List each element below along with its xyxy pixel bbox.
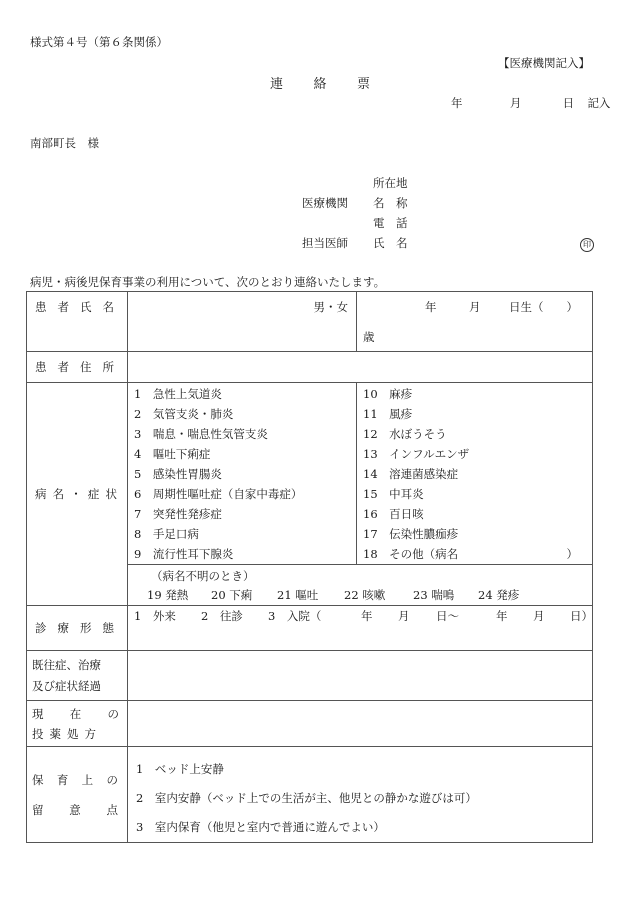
- diagnosis-option[interactable]: 3 喘息・喘息性気管支炎: [134, 427, 268, 441]
- label-char: 者: [57, 360, 69, 374]
- diagnosis-option-other[interactable]: [363, 544, 592, 564]
- history-field[interactable]: [128, 651, 593, 701]
- label-char: 形: [80, 621, 92, 635]
- label-char: 症: [87, 487, 100, 501]
- diagnosis-list-left: [128, 383, 357, 565]
- age-unit: 歳: [363, 330, 375, 344]
- label-char: の: [106, 772, 118, 787]
- admit-start-year: 年: [361, 609, 373, 623]
- admit-end-year: 年: [496, 609, 508, 623]
- label-char: 氏: [80, 300, 92, 314]
- treatment-field: [128, 606, 593, 651]
- diagnosis-list-right: [357, 383, 593, 565]
- label-char: の: [107, 706, 119, 721]
- label-char: 者: [57, 300, 69, 314]
- label-char: 状: [105, 487, 117, 501]
- patient-name-label: [27, 292, 128, 352]
- diagnosis-option[interactable]: 13 インフルエンザ: [363, 447, 470, 461]
- label-char: 患: [35, 360, 47, 374]
- care-notes-row: [27, 747, 593, 843]
- diagnosis-option[interactable]: 4 嘔吐下痢症: [134, 447, 211, 461]
- date-month: 月: [509, 96, 522, 110]
- diagnosis-option[interactable]: 7 突発性発疹症: [134, 507, 222, 521]
- label-char: 名: [52, 487, 65, 501]
- birthdate-field[interactable]: [357, 292, 593, 352]
- symptom-option[interactable]: 22 咳嗽: [344, 588, 386, 602]
- admit-start-month: 月: [398, 609, 410, 623]
- patient-address-label: [27, 352, 128, 383]
- treatment-outpatient[interactable]: 1 外来: [134, 609, 176, 623]
- label-char: 病: [35, 487, 47, 501]
- symptom-options: [128, 586, 592, 605]
- label-char: 育: [56, 772, 69, 787]
- care-option[interactable]: 2 室内安静（ベッド上での生活が主、他児との静かな遊びは可）: [136, 791, 477, 805]
- care-option[interactable]: 3 室内保育（他児と室内で普通に遊んでよい）: [136, 820, 385, 834]
- title-char: 票: [356, 77, 370, 92]
- institution-name-label: 名 称: [373, 196, 408, 210]
- label-char: 在: [69, 706, 82, 721]
- symptom-option[interactable]: 21 嘔吐: [277, 588, 319, 602]
- diagnosis-option[interactable]: 1 急性上気道炎: [134, 387, 222, 401]
- treatment-admission[interactable]: 3 入院（: [268, 609, 322, 623]
- label-char: 所: [102, 360, 114, 374]
- symptom-option[interactable]: 24 発疹: [478, 588, 520, 602]
- diagnosis-option[interactable]: 8 手足口病: [134, 527, 199, 541]
- birth-day: 日生（ ）: [509, 300, 578, 314]
- symptom-option[interactable]: 19 発熱: [147, 588, 189, 602]
- symptom-cell: [128, 565, 593, 606]
- diagnosis-option[interactable]: 10 麻疹: [363, 387, 413, 401]
- care-option[interactable]: 1 ベッド上安静: [136, 762, 224, 776]
- label-char: ・: [70, 487, 82, 501]
- diagnosis-row: [27, 383, 593, 565]
- care-notes-label: [27, 747, 128, 843]
- date-year: 年: [451, 96, 463, 110]
- patient-name-field[interactable]: [128, 292, 357, 352]
- diagnosis-option[interactable]: 12 水ぼうそう: [363, 427, 447, 441]
- title-char: 絡: [313, 77, 327, 92]
- symptom-option[interactable]: 20 下痢: [211, 588, 253, 602]
- diagnosis-label: [27, 383, 128, 606]
- prescription-label: [27, 701, 128, 747]
- history-label: [27, 651, 128, 701]
- label-char: 点: [106, 802, 118, 817]
- label-char: 保: [32, 772, 44, 787]
- page-title: [270, 73, 370, 92]
- diagnosis-option[interactable]: 9 流行性耳下腺炎: [134, 547, 234, 561]
- institution-label: 医療機関: [302, 196, 348, 210]
- label-char: 患: [35, 300, 47, 314]
- date-suffix: 記入: [587, 96, 611, 110]
- symptom-option[interactable]: 23 喘鳴: [413, 588, 455, 602]
- admit-start-day: 日～: [436, 609, 459, 623]
- diagnosis-option[interactable]: 2 気管支炎・肺炎: [134, 407, 234, 421]
- label-char: 上: [81, 772, 94, 787]
- label-char: 療: [57, 621, 69, 635]
- admit-end-day: 日）: [570, 609, 593, 623]
- history-row: [27, 651, 593, 701]
- sex-options[interactable]: 男・女: [313, 300, 348, 314]
- care-notes-field: [128, 747, 593, 843]
- label-char: 住: [80, 360, 92, 374]
- doctor-name-label: 氏 名: [373, 236, 408, 250]
- doctor-label: 担当医師: [302, 236, 348, 250]
- diagnosis-option[interactable]: 17 伝染性膿痂疹: [363, 527, 459, 541]
- label-char: 意: [69, 802, 81, 817]
- prescription-row: [27, 701, 593, 747]
- patient-address-row: [27, 352, 593, 383]
- diagnosis-option[interactable]: 11 風疹: [363, 407, 413, 421]
- unknown-note: （病名不明のとき）: [151, 569, 255, 583]
- history-label-line: 及び症状経過: [32, 678, 101, 693]
- title-char: 連: [270, 77, 284, 92]
- institution-address-label: 所在地: [373, 176, 408, 190]
- treatment-row: [27, 606, 593, 651]
- filler-note: 【医療機関記入】: [498, 56, 590, 70]
- other-disease-label: 18 その他（病名: [363, 547, 459, 561]
- institution-phone-label: 電 話: [373, 216, 408, 230]
- other-disease-close: ）: [566, 547, 578, 561]
- birth-month: 月: [469, 300, 481, 314]
- label-char: 診: [35, 621, 47, 635]
- diagnosis-option[interactable]: 16 百日咳: [363, 507, 424, 521]
- label-char: 態: [102, 621, 114, 635]
- prescription-label-line: 投薬処方: [32, 726, 102, 741]
- intro-text: 病児・病後児保育事業の利用について、次のとおり連絡いたします。: [30, 275, 386, 289]
- diagnosis-option[interactable]: 15 中耳炎: [363, 487, 424, 501]
- patient-name-row: [27, 292, 593, 352]
- form-number: 様式第４号（第６条関係）: [30, 35, 168, 49]
- birth-year: 年: [425, 300, 437, 314]
- date-day: 日: [562, 96, 575, 110]
- label-char: 名: [102, 300, 114, 314]
- admit-end-month: 月: [533, 609, 545, 623]
- seal-mark: [580, 236, 594, 252]
- diagnosis-option[interactable]: 5 感染性胃腸炎: [134, 467, 222, 481]
- treatment-label: [27, 606, 128, 651]
- date-line: [451, 95, 610, 111]
- addressee: 南部町長 様: [30, 136, 99, 150]
- history-label-line: 既往症、治療: [32, 657, 101, 672]
- contact-form-table: [26, 291, 593, 843]
- label-char: 現: [32, 706, 44, 721]
- label-char: 留: [32, 802, 44, 817]
- treatment-home-visit[interactable]: 2 往診: [201, 609, 243, 623]
- seal-icon: 印: [580, 238, 594, 252]
- patient-address-field[interactable]: [128, 352, 593, 383]
- prescription-field[interactable]: [128, 701, 593, 747]
- diagnosis-option[interactable]: 14 溶連菌感染症: [363, 467, 459, 481]
- diagnosis-option[interactable]: 6 周期性嘔吐症（自家中毒症）: [134, 487, 303, 501]
